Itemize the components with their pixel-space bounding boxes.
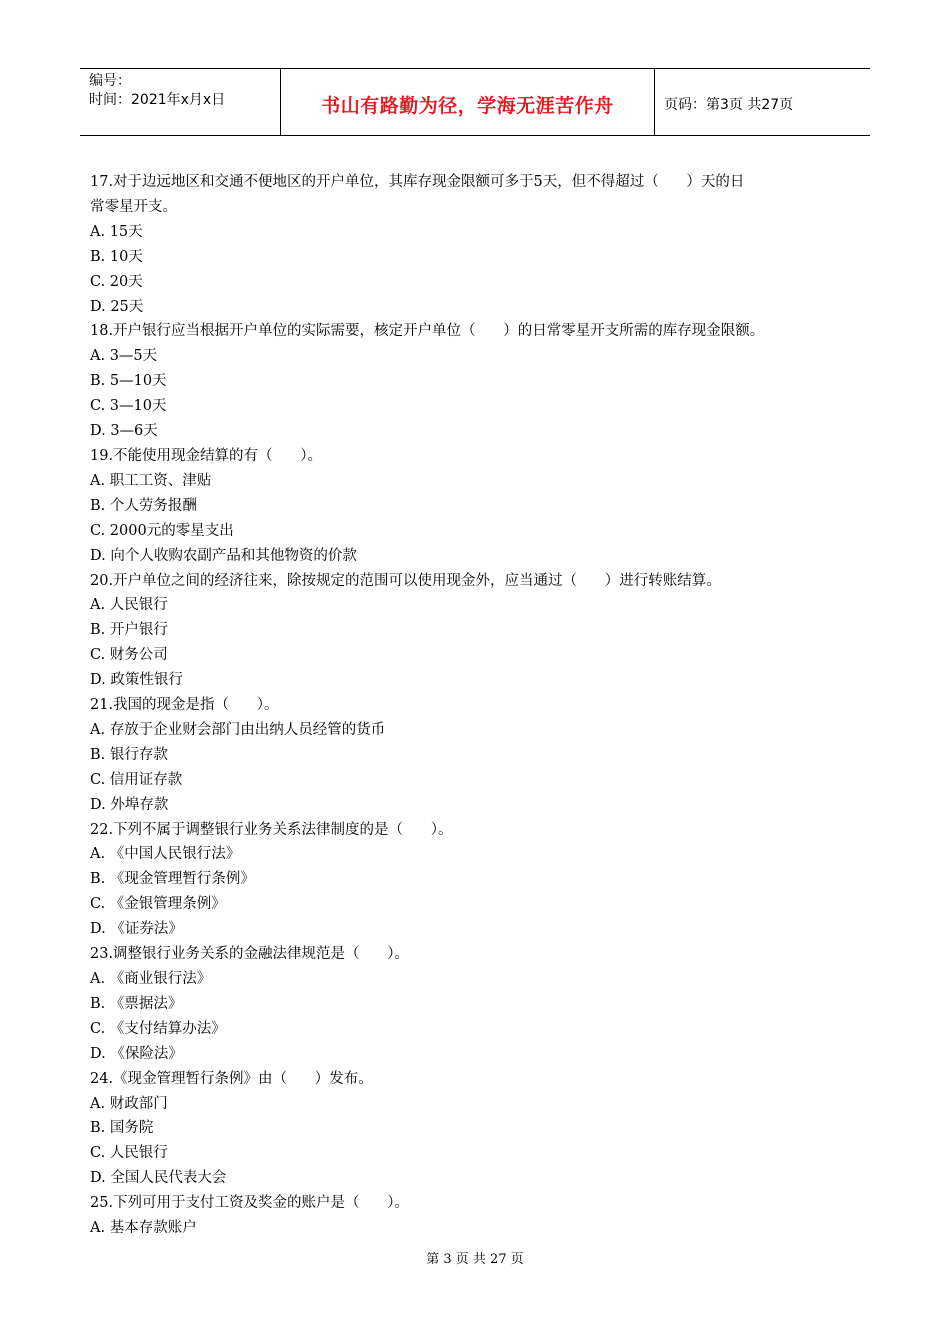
answer-option: C. 3—10天 [90,398,167,415]
answer-option: B. 银行存款 [90,746,168,763]
answer-option: D. 《证券法》 [90,921,183,938]
answer-option: C. 信用证存款 [90,771,183,788]
answer-option: D. 全国人民代表大会 [90,1170,227,1187]
answer-option: A. 《中国人民银行法》 [90,846,241,863]
header-meta [80,69,281,135]
question-text: 19.不能使用现金结算的有（ ）。 [90,447,322,464]
answer-option: C. 《金银管理条例》 [90,896,226,913]
answer-option: B. 《票据法》 [90,995,183,1012]
answer-option: A. 人民银行 [90,597,168,614]
question-text: 21.我国的现金是指（ ）。 [90,697,279,714]
answer-option: A. 财政部门 [90,1095,168,1112]
answer-option: A. 3—5天 [90,348,158,365]
header-motto-cell [281,69,655,135]
answer-option: B. 《现金管理暂行条例》 [90,871,255,888]
time-label: 时间：2021年x月x日 [89,92,226,108]
question-text: 24.《现金管理暂行条例》由（ ）发布。 [90,1070,373,1087]
answer-option: D. 外埠存款 [90,796,169,813]
motto-text: 书山有路勤为径，学海无涯苦作舟 [321,94,614,117]
question-list [90,170,870,1241]
answer-option: A. 15天 [90,223,143,240]
answer-option: A. 存放于企业财会部门由出纳人员经管的货币 [90,721,386,738]
page-footer: 第 3 页 共 27 页 [426,1252,524,1267]
answer-option: A. 《商业银行法》 [90,971,212,987]
answer-option: C. 财务公司 [90,647,168,664]
answer-option: B. 国务院 [90,1120,154,1137]
answer-option: B. 个人劳务报酬 [90,497,197,514]
answer-option: B. 5—10天 [90,373,167,390]
answer-option: D. 3—6天 [90,423,158,440]
question-text: 常零星开支。 [90,198,177,215]
answer-option: C. 2000元的零星支出 [90,522,234,539]
answer-option: A. 基本存款账户 [90,1220,197,1237]
answer-option: C. 《支付结算办法》 [90,1020,226,1037]
question-text: 20.开户单位之间的经济往来，除按规定的范围可以使用现金外，应当通过（ ）进行转账结算。 [90,572,721,589]
answer-option: D. 《保险法》 [90,1045,183,1062]
header-page-cell [655,69,870,135]
question-text: 22.下列不属于调整银行业务关系法律制度的是（ ）。 [90,821,453,838]
answer-option: C. 人民银行 [90,1145,168,1162]
answer-option: B. 10天 [90,248,143,265]
answer-option: B. 开户银行 [90,622,168,639]
answer-option: C. 20天 [90,273,143,290]
answer-option: D. 向个人收购农副产品和其他物资的价款 [90,547,357,564]
answer-option: A. 职工工资、津贴 [90,472,212,489]
question-text: 18.开户银行应当根据开户单位的实际需要，核定开户单位（ ）的日常零星开支所需的库存现金限额。 [90,323,765,340]
question-text: 25.下列可用于支付工资及奖金的账户是（ ）。 [90,1195,409,1212]
answer-option: D. 政策性银行 [90,672,183,689]
code-label: 编号： [89,73,131,89]
page-header [80,68,870,136]
question-text: 17.对于边远地区和交通不便地区的开户单位，其库存现金限额可多于5天，但不得超过（ ）天的日 [90,174,745,190]
question-text: 23.调整银行业务关系的金融法律规范是（ ）。 [90,946,409,963]
answer-option: D. 25天 [90,298,144,315]
header-page-info: 页码：第3页 共27页 [664,97,794,113]
